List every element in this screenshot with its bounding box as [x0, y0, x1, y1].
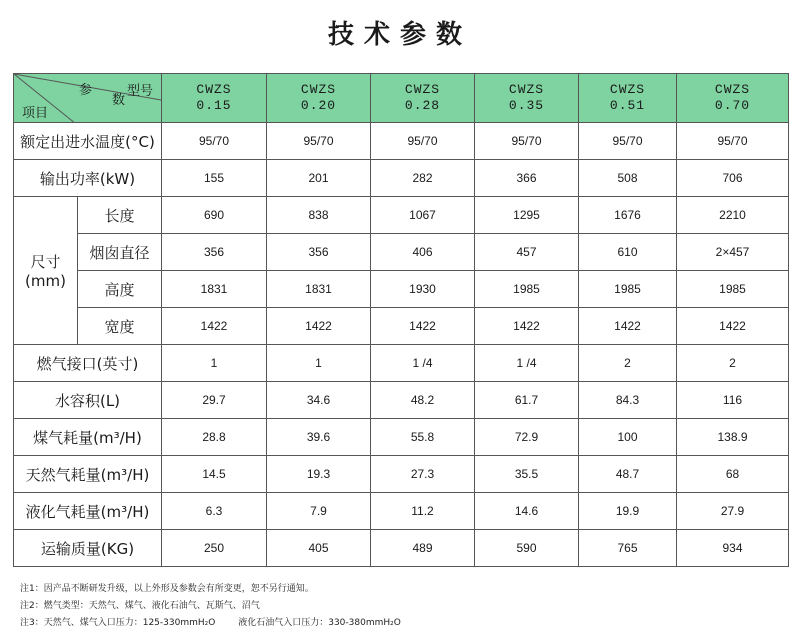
row-label: 水容积(L)	[14, 382, 162, 419]
table-cell: 1422	[579, 308, 677, 345]
table-cell: 1831	[162, 271, 267, 308]
table-cell: 48.2	[371, 382, 475, 419]
table-cell: 19.3	[267, 456, 371, 493]
model-header	[475, 74, 579, 123]
table-cell: 6.3	[162, 493, 267, 530]
table-cell: 1422	[371, 308, 475, 345]
table-cell: 1067	[371, 197, 475, 234]
table-cell: 1422	[677, 308, 789, 345]
table-row	[14, 160, 789, 197]
table-cell: 95/70	[371, 123, 475, 160]
table-cell: 1	[267, 345, 371, 382]
row-sublabel: 长度	[78, 197, 162, 234]
corner-model-label: 型号	[126, 83, 153, 98]
table-row	[14, 123, 789, 160]
model-header	[579, 74, 677, 123]
table-cell: 1 /4	[371, 345, 475, 382]
table-cell: 2×457	[677, 234, 789, 271]
table-cell: 356	[267, 234, 371, 271]
table-cell: 356	[162, 234, 267, 271]
table-corner-cell	[14, 74, 162, 123]
table-cell: 68	[677, 456, 789, 493]
row-label: 输出功率(kW)	[14, 160, 162, 197]
table-cell: 35.5	[475, 456, 579, 493]
table-cell: 19.9	[579, 493, 677, 530]
table-cell: 14.5	[162, 456, 267, 493]
model-series: CWZS	[714, 82, 751, 97]
table-cell: 934	[677, 530, 789, 567]
table-cell: 2210	[677, 197, 789, 234]
corner-item-label: 项目	[22, 105, 49, 120]
corner-shu-label: 数	[112, 92, 126, 107]
model-size: 0.20	[300, 98, 337, 113]
table-cell: 838	[267, 197, 371, 234]
model-size: 0.51	[609, 98, 646, 113]
table-row	[14, 345, 789, 382]
row-sublabel: 高度	[78, 271, 162, 308]
table-row	[14, 234, 789, 271]
table-cell: 95/70	[162, 123, 267, 160]
model-size: 0.15	[196, 98, 232, 113]
row-sublabel: 宽度	[78, 308, 162, 345]
row-label: 运输质量(KG)	[14, 530, 162, 567]
table-cell: 61.7	[475, 382, 579, 419]
table-cell: 100	[579, 419, 677, 456]
model-series: CWZS	[404, 82, 441, 97]
table-cell: 508	[579, 160, 677, 197]
model-series: CWZS	[300, 82, 337, 97]
row-label: 液化气耗量(m³/H)	[14, 493, 162, 530]
table-row	[14, 419, 789, 456]
table-cell: 457	[475, 234, 579, 271]
table-cell: 406	[371, 234, 475, 271]
table-cell: 55.8	[371, 419, 475, 456]
table-cell: 1295	[475, 197, 579, 234]
table-cell: 1985	[579, 271, 677, 308]
table-row	[14, 271, 789, 308]
model-header	[267, 74, 371, 123]
table-cell: 72.9	[475, 419, 579, 456]
model-header	[162, 74, 267, 123]
table-cell: 765	[579, 530, 677, 567]
table-cell: 29.7	[162, 382, 267, 419]
footnote: 注3：天然气、煤气入口压力：125-330mmH₂O 液化石油气入口压力：330-380mmH₂O	[20, 618, 401, 628]
table-cell: 1985	[475, 271, 579, 308]
model-series: CWZS	[196, 82, 232, 97]
row-sublabel: 烟囱直径	[78, 234, 162, 271]
table-cell: 1 /4	[475, 345, 579, 382]
table-cell: 14.6	[475, 493, 579, 530]
table-cell: 1422	[475, 308, 579, 345]
table-cell: 405	[267, 530, 371, 567]
footnotes	[20, 581, 401, 632]
table-cell: 116	[677, 382, 789, 419]
table-cell: 11.2	[371, 493, 475, 530]
table-cell: 34.6	[267, 382, 371, 419]
table-row	[14, 197, 789, 234]
table-cell: 28.8	[162, 419, 267, 456]
table-cell: 250	[162, 530, 267, 567]
table-row	[14, 493, 789, 530]
row-label: 额定出进水温度(°C)	[14, 123, 162, 160]
table-cell: 1985	[677, 271, 789, 308]
table-cell: 1676	[579, 197, 677, 234]
table-row	[14, 530, 789, 567]
table-cell: 95/70	[475, 123, 579, 160]
table-cell: 138.9	[677, 419, 789, 456]
table-cell: 84.3	[579, 382, 677, 419]
table-cell: 48.7	[579, 456, 677, 493]
table-cell: 1930	[371, 271, 475, 308]
footnote: 注1：因产品不断研发升级，以上外形及参数会有所变更，恕不另行通知。	[20, 584, 314, 594]
table-row	[14, 456, 789, 493]
footnote: 注2：燃气类型：天然气、煤气、液化石油气、瓦斯气、沼气	[20, 601, 260, 611]
size-group-label: 尺寸(mm)	[14, 197, 78, 345]
table-cell: 155	[162, 160, 267, 197]
table-cell: 95/70	[579, 123, 677, 160]
table-cell: 282	[371, 160, 475, 197]
table-cell: 2	[579, 345, 677, 382]
table-cell: 366	[475, 160, 579, 197]
table-cell: 7.9	[267, 493, 371, 530]
model-size: 0.28	[404, 98, 441, 113]
page-title: 技术参数	[327, 20, 472, 50]
table-cell: 1422	[267, 308, 371, 345]
table-row	[14, 382, 789, 419]
model-size: 0.70	[714, 98, 751, 113]
table-cell: 2	[677, 345, 789, 382]
table-cell: 706	[677, 160, 789, 197]
table-cell: 690	[162, 197, 267, 234]
row-label: 燃气接口(英寸)	[14, 345, 162, 382]
table-cell: 489	[371, 530, 475, 567]
table-cell: 201	[267, 160, 371, 197]
table-cell: 590	[475, 530, 579, 567]
model-header	[677, 74, 789, 123]
header-row	[14, 74, 789, 123]
table-row	[14, 308, 789, 345]
spec-table	[13, 73, 789, 567]
table-cell: 610	[579, 234, 677, 271]
table-cell: 95/70	[677, 123, 789, 160]
model-size: 0.35	[508, 98, 545, 113]
table-cell: 1831	[267, 271, 371, 308]
model-header	[371, 74, 475, 123]
table-cell: 1422	[162, 308, 267, 345]
table-cell: 1	[162, 345, 267, 382]
row-label: 煤气耗量(m³/H)	[14, 419, 162, 456]
table-cell: 39.6	[267, 419, 371, 456]
table-cell: 95/70	[267, 123, 371, 160]
model-series: CWZS	[609, 82, 646, 97]
row-label: 天然气耗量(m³/H)	[14, 456, 162, 493]
table-cell: 27.3	[371, 456, 475, 493]
model-series: CWZS	[508, 82, 545, 97]
table-cell: 27.9	[677, 493, 789, 530]
corner-param-label: 参	[79, 82, 93, 97]
